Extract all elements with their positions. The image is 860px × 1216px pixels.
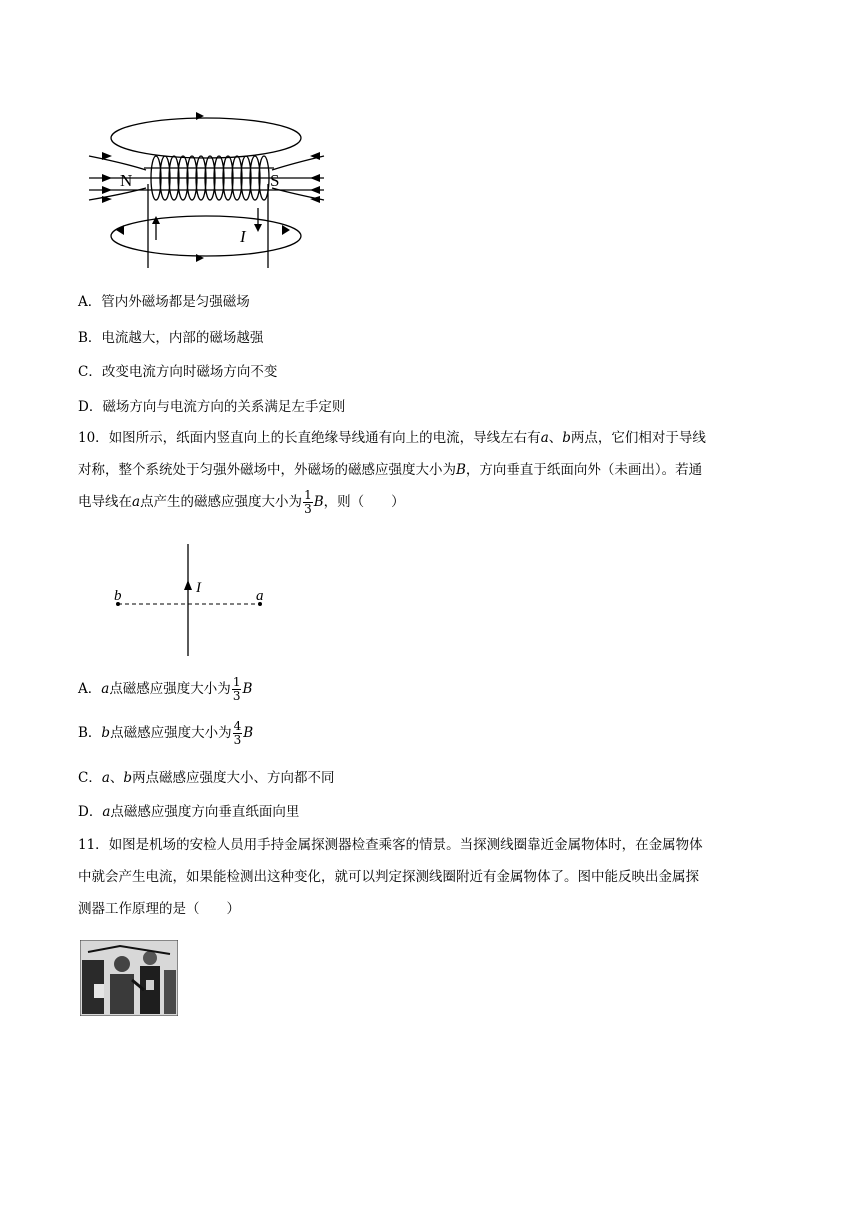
field-loop-top (111, 118, 301, 158)
wire-figure (108, 542, 278, 660)
point-a-label: a (256, 588, 264, 604)
q11-line-1: 11．如图是机场的安检人员用手持金属探测器检查乘客的情景。当探测线圈靠近金属物体时，在金属物体 (78, 837, 703, 853)
current-up-arrow (152, 216, 160, 224)
q9-option-b: B．电流越大，内部的磁场越强 (78, 330, 264, 346)
q11-line-2: 中就会产生电流，如果能检测出这种变化，就可以判定探测线圈附近有金属物体了。图中能反映出金属探 (78, 869, 699, 885)
north-pole-label: N (120, 171, 133, 190)
security-check-photo (80, 940, 178, 1016)
q9-option-c: C．改变电流方向时磁场方向不变 (78, 364, 278, 380)
current-arrow (184, 580, 192, 590)
south-pole-label: S (270, 171, 280, 190)
current-down-arrow (254, 224, 262, 232)
q10-line-1: 10．如图所示，纸面内竖直向上的长直绝缘导线通有向上的电流，导线左右有a、b两点，它们相对于导线 (78, 430, 706, 446)
question-10-stem (78, 422, 788, 518)
field-loop-bottom (111, 216, 301, 256)
q10-option-c: C．a、b两点磁感应强度大小、方向都不同 (78, 770, 335, 786)
q10-line-2: 对称，整个系统处于匀强外磁场中，外磁场的磁感应强度大小为B，方向垂直于纸面向外（未画出）。若通 (78, 462, 703, 478)
q9-option-a: A．管内外磁场都是匀强磁场 (78, 294, 250, 310)
q10-option-b: B．b点磁感应强度大小为 $\frac{4}{3}$ B (78, 719, 254, 747)
q10-option-a: A．a点磁感应强度大小为 $\frac{1}{3}$ B (78, 675, 253, 703)
wire-current-label: I (196, 580, 201, 596)
q10-line-3: 电导线在a点产生的磁感应强度大小为 $\frac{1}{3}$ B，则（ ） (78, 488, 405, 516)
point-b-label: b (114, 588, 122, 604)
q11-line-3: 测器工作原理的是（ ） (78, 901, 240, 917)
question-11-stem (78, 829, 788, 925)
q9-option-d: D．磁场方向与电流方向的关系满足左手定则 (78, 399, 346, 415)
q10-option-d: D．a点磁感应强度方向垂直纸面向里 (78, 804, 300, 820)
fraction-one-third: $\frac{1}{3}$ (304, 488, 312, 516)
solenoid-figure (84, 108, 334, 270)
current-label: I (240, 227, 246, 246)
